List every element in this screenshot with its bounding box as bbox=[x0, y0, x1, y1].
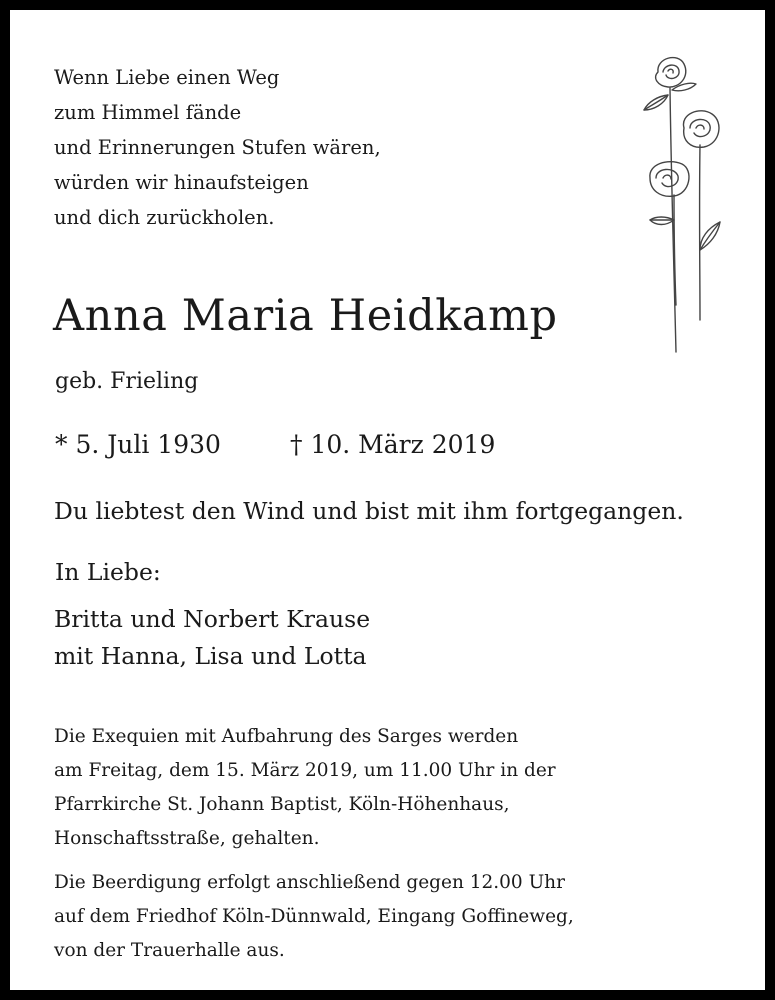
burial-line: Die Beerdigung erfolgt anschließend gegen 12.00 Uhr bbox=[54, 872, 565, 893]
burial-notice bbox=[54, 866, 574, 968]
poem-line: und Erinnerungen Stufen wären, bbox=[54, 136, 381, 159]
motto: Du liebtest den Wind und bist mit ihm fortgegangen. bbox=[54, 497, 684, 525]
poem-line: zum Himmel fände bbox=[54, 101, 242, 124]
death-date: † 10. März 2019 bbox=[290, 430, 496, 459]
birth-date: * 5. Juli 1930 bbox=[55, 430, 221, 459]
service-line: Pfarrkirche St. Johann Baptist, Köln-Höhenhaus, bbox=[54, 794, 510, 815]
poem-line: Wenn Liebe einen Weg bbox=[54, 66, 280, 89]
birth-name: geb. Frieling bbox=[55, 369, 199, 394]
poem-line: und dich zurückholen. bbox=[54, 206, 275, 229]
poem-line: würden wir hinaufsteigen bbox=[54, 171, 309, 194]
service-line: Honschaftsstraße, gehalten. bbox=[54, 828, 320, 849]
mourner-line: mit Hanna, Lisa und Lotta bbox=[54, 642, 367, 670]
burial-line: auf dem Friedhof Köln-Dünnwald, Eingang Goffineweg, bbox=[54, 906, 574, 927]
roses-icon bbox=[638, 50, 738, 360]
poem bbox=[54, 60, 381, 235]
service-line: Die Exequien mit Aufbahrung des Sarges werden bbox=[54, 726, 519, 747]
burial-line: von der Trauerhalle aus. bbox=[54, 940, 285, 961]
service-notice bbox=[54, 720, 556, 856]
mourner-line: Britta und Norbert Krause bbox=[54, 605, 371, 633]
life-dates bbox=[55, 430, 496, 459]
service-line: am Freitag, dem 15. März 2019, um 11.00 Uhr in der bbox=[54, 760, 556, 781]
mourners-intro: In Liebe: bbox=[55, 558, 161, 586]
deceased-name: Anna Maria Heidkamp bbox=[53, 291, 558, 341]
mourners-list bbox=[54, 601, 370, 675]
